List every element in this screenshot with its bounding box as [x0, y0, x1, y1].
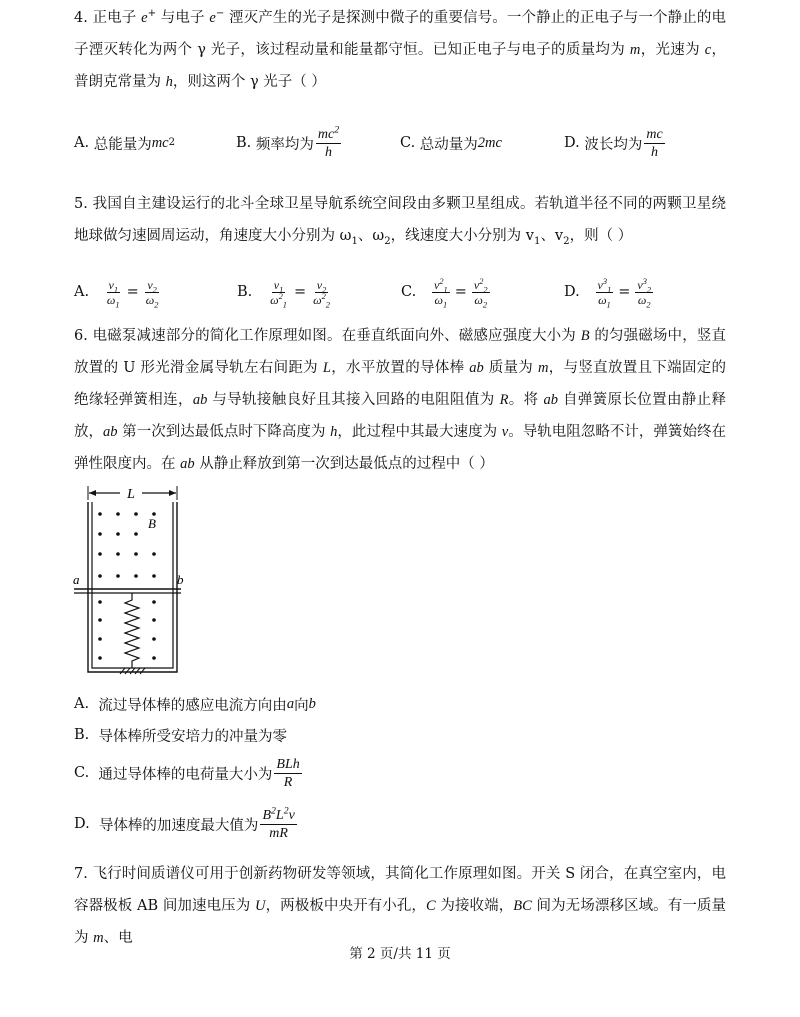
q6-text: ，与竖直放置且下端固定的绝缘轻弹簧相连，	[74, 360, 727, 408]
arrowhead-left	[89, 490, 96, 496]
fraction-exp: 2	[334, 123, 340, 135]
q5-option-d[interactable]	[564, 278, 655, 307]
option-text: 总能量为	[93, 136, 152, 153]
field-dots	[98, 512, 156, 660]
rod-symbol: ab	[192, 392, 208, 408]
equals: =	[618, 284, 631, 300]
subscript: 2	[322, 284, 327, 294]
q7-text: ，两极板中央开有小孔，	[265, 898, 427, 914]
q5-option-a[interactable]	[74, 278, 237, 307]
label-a: a	[73, 572, 80, 587]
superscript: 3	[602, 276, 608, 286]
q6-text: 。将	[508, 392, 544, 408]
fraction-numerator: BLh	[276, 756, 300, 772]
subscript: 2	[154, 299, 159, 309]
option-fraction	[268, 278, 289, 307]
option-var: b	[308, 695, 316, 712]
q4-option-c[interactable]	[400, 133, 564, 154]
region-symbol: BC	[513, 898, 532, 914]
option-text: 流过导体棒的感应电流方向由	[98, 697, 287, 714]
omega-symbol: ω	[598, 292, 607, 307]
subscript: 1	[351, 235, 358, 247]
u-rail-figure	[68, 482, 193, 680]
speed-symbol: v	[501, 424, 509, 440]
question-6-stem	[74, 320, 726, 480]
option-expr: mc	[151, 134, 169, 151]
superscript: 3	[642, 276, 647, 286]
option-fraction	[260, 804, 296, 842]
q5-text: 、v	[540, 228, 564, 244]
option-label: A.	[74, 696, 90, 712]
option-text: 波长均为	[584, 136, 643, 153]
omega-symbol: ω	[106, 292, 116, 307]
omega-symbol: ω	[313, 292, 322, 307]
subscript: 1	[607, 284, 612, 294]
option-fraction	[635, 278, 653, 307]
question-4-options	[74, 123, 667, 163]
subscript: 2	[483, 284, 488, 294]
fraction-numerator: mc	[317, 126, 335, 142]
superscript: 2	[439, 276, 444, 286]
rod-symbol: ab	[103, 424, 118, 440]
superscript: 2	[321, 291, 326, 301]
q6-text: 第一次到达最低点时下降高度为	[117, 424, 331, 440]
v-symbol: v	[108, 277, 114, 292]
positron-symbol: e	[141, 10, 148, 26]
q6-text: ，此过程中其最大速度为	[337, 424, 502, 440]
option-label: C.	[74, 765, 90, 781]
question-7	[74, 858, 726, 954]
option-label: B.	[74, 727, 90, 743]
option-label: A.	[74, 135, 90, 151]
rod-symbol: ab	[469, 360, 484, 376]
q4-option-a[interactable]: A. 总能量为 mc 2	[74, 134, 176, 153]
equals: =	[293, 284, 307, 300]
fraction-denominator: h	[650, 144, 658, 160]
option-expr: 2mc	[477, 134, 502, 151]
subscript: 1	[113, 284, 119, 294]
v-symbol: v	[473, 277, 480, 292]
mass-symbol: m	[93, 930, 104, 946]
q5-text: 5. 我国自主建设运行的北斗全球卫星导航系统空间段由多颗卫星组成。若轨道半径不同的两颗卫星绕地球做匀速圆周运动，角速度大小分别为 ω	[74, 196, 726, 244]
q7-text: 为接收端，	[435, 898, 514, 914]
q7-text: 、电	[103, 930, 133, 946]
option-label: A.	[74, 284, 90, 300]
q6-text: ，水平放置的导体棒	[330, 360, 470, 376]
option-text: 导体棒所受安培力的冲量为零	[98, 728, 287, 745]
question-4	[74, 2, 726, 98]
numerator-part: L	[275, 807, 284, 823]
u-rail-inner	[92, 502, 173, 668]
q6-text: 的匀强磁场中，竖直放置的 U 形光滑金属导轨左右间距为	[74, 328, 726, 376]
omega-symbol: ω	[637, 292, 647, 307]
subscript: 2	[384, 235, 391, 247]
spring	[125, 593, 139, 668]
field-symbol: B	[580, 328, 590, 344]
fraction-numerator: mc	[646, 126, 663, 142]
equals: =	[126, 284, 139, 300]
subscript: 1	[533, 235, 541, 247]
superscript: 2	[479, 276, 484, 286]
q5-option-c[interactable]	[401, 278, 564, 307]
q6-option-b[interactable]	[74, 721, 287, 749]
option-fraction	[472, 278, 490, 307]
subscript: 2	[482, 299, 488, 309]
superscript: 2	[278, 291, 283, 301]
q5-text: 、ω	[357, 228, 385, 244]
v-symbol: v	[434, 277, 440, 292]
resistance-symbol: R	[499, 392, 509, 408]
q6-text: 6. 电磁泵减速部分的简化工作原理如图。在垂直纸面向外、磁感应强度大小为	[74, 328, 581, 344]
q4-text: 与电子	[156, 10, 210, 26]
fraction-denominator: R	[283, 774, 293, 790]
question-5	[74, 188, 726, 252]
numerator-part: v	[288, 807, 295, 823]
ground-hatch	[120, 668, 145, 674]
omega-symbol: ω	[434, 292, 444, 307]
q4-option-d[interactable]	[564, 126, 667, 161]
question-7-stem	[74, 858, 726, 954]
q4-text: ，则这两个 γ 光子（ ）	[172, 74, 326, 90]
light-speed-symbol: c	[704, 42, 712, 58]
subscript: 2	[646, 299, 651, 309]
option-fraction	[596, 278, 614, 307]
equals: =	[454, 284, 467, 300]
q6-text: 质量为	[483, 360, 538, 376]
question-4-stem	[74, 2, 726, 98]
q6-option-c[interactable]	[74, 753, 304, 793]
width-symbol: L	[322, 360, 331, 376]
receiver-symbol: C	[426, 898, 436, 914]
superscript: 2	[271, 804, 276, 816]
q6-text: 。导轨电阻忽略不计，弹簧始终在弹性限度内。在	[74, 424, 727, 472]
option-label: C.	[400, 135, 416, 151]
electron-charge: −	[215, 8, 225, 20]
option-label: D.	[564, 135, 580, 151]
height-symbol: h	[330, 424, 338, 440]
option-text: 通过导体棒的电荷量大小为	[98, 766, 273, 783]
q7-text: 间为无场漂移区域。有一质量为	[74, 898, 727, 946]
subscript: 2	[646, 284, 652, 294]
q4-text: 湮灭产生的光子是探测中微子的重要信号。一个静止的正电子与一个静止的电子湮灭转化为两个 γ 光子，该过程动量和能量都守恒。已知正电子与电子的质量均为	[74, 10, 727, 58]
numerator-part: B	[262, 807, 271, 823]
fraction-denominator: mR	[269, 825, 288, 841]
q4-text: 4. 正电子	[74, 10, 142, 26]
label-B: B	[148, 516, 156, 531]
mass-symbol: m	[538, 360, 549, 376]
subscript: 1	[443, 284, 448, 294]
q5-option-b[interactable]	[237, 278, 401, 307]
label-L: L	[127, 487, 135, 502]
option-var: a	[286, 695, 295, 712]
electron-symbol: e	[209, 10, 216, 26]
omega-symbol: ω	[145, 292, 155, 307]
option-fraction	[316, 123, 341, 161]
u-rail	[88, 502, 177, 672]
option-fraction	[432, 278, 450, 307]
q6-text: 从静止释放到第一次到达最低点的过程中（ ）	[194, 456, 494, 472]
positron-charge: +	[147, 8, 157, 20]
omega-symbol: ω	[474, 292, 483, 307]
option-label: C.	[401, 284, 417, 300]
page-footer: 第 2 页/共 11 页	[349, 946, 451, 962]
q7-text: 7. 飞行时间质谱仪可用于创新药物研发等领域，其简化工作原理如图。开关 S 闭合，在真空室内，电容器极板 AB 间加速电压为	[74, 866, 726, 914]
option-label: B.	[236, 135, 252, 151]
subscript: 1	[443, 299, 448, 309]
option-fraction	[311, 278, 332, 307]
option-text: 频率均为	[255, 136, 314, 153]
q5-text: ，线速度大小分别为 v	[390, 228, 534, 244]
v-symbol: v	[273, 277, 280, 292]
superscript: 2	[283, 804, 289, 816]
q4-option-b[interactable]	[236, 123, 400, 161]
q5-text: ，则（ ）	[569, 228, 633, 244]
planck-symbol: h	[165, 74, 173, 90]
fraction-denominator: h	[324, 144, 332, 160]
subscript: 2	[325, 299, 330, 309]
option-fraction	[644, 126, 664, 161]
arrowhead-right	[169, 490, 176, 496]
option-text: 总动量为	[419, 136, 478, 153]
question-6	[74, 320, 726, 480]
v-symbol: v	[597, 277, 603, 292]
option-fraction	[105, 278, 122, 307]
subscript: 1	[282, 299, 287, 309]
subscript: 1	[279, 284, 284, 294]
rod-symbol: ab	[543, 392, 558, 408]
label-b: b	[177, 572, 184, 587]
option-label: B.	[237, 284, 253, 300]
q4-text: ，普朗克常量为	[74, 42, 727, 90]
question-5-stem	[74, 188, 726, 252]
question-5-options	[74, 272, 655, 312]
option-fraction	[274, 756, 301, 791]
omega-symbol: ω	[270, 292, 279, 307]
v-symbol: v	[147, 277, 153, 292]
v-symbol: v	[316, 277, 323, 292]
q6-option-a[interactable]	[74, 690, 316, 718]
q6-text: 与导轨接触良好且其接入回路的电阻阻值为	[207, 392, 500, 408]
option-label: D.	[74, 816, 90, 832]
option-text: 向	[294, 697, 309, 714]
mass-symbol: m	[629, 42, 641, 58]
subscript: 1	[606, 299, 611, 309]
subscript: 1	[115, 299, 120, 309]
q6-option-d[interactable]	[74, 802, 299, 846]
voltage-symbol: U	[255, 898, 266, 914]
option-label: D.	[564, 284, 580, 300]
v-symbol: v	[637, 277, 643, 292]
q6-text: 自弹簧原长位置由静止释放，	[74, 392, 727, 440]
subscript: 2	[152, 284, 157, 294]
subscript: 2	[563, 235, 570, 247]
option-fraction	[144, 278, 161, 307]
q4-text: ，光速为	[640, 42, 705, 58]
rod-symbol: ab	[180, 456, 195, 472]
option-text: 导体棒的加速度最大值为	[98, 817, 259, 834]
